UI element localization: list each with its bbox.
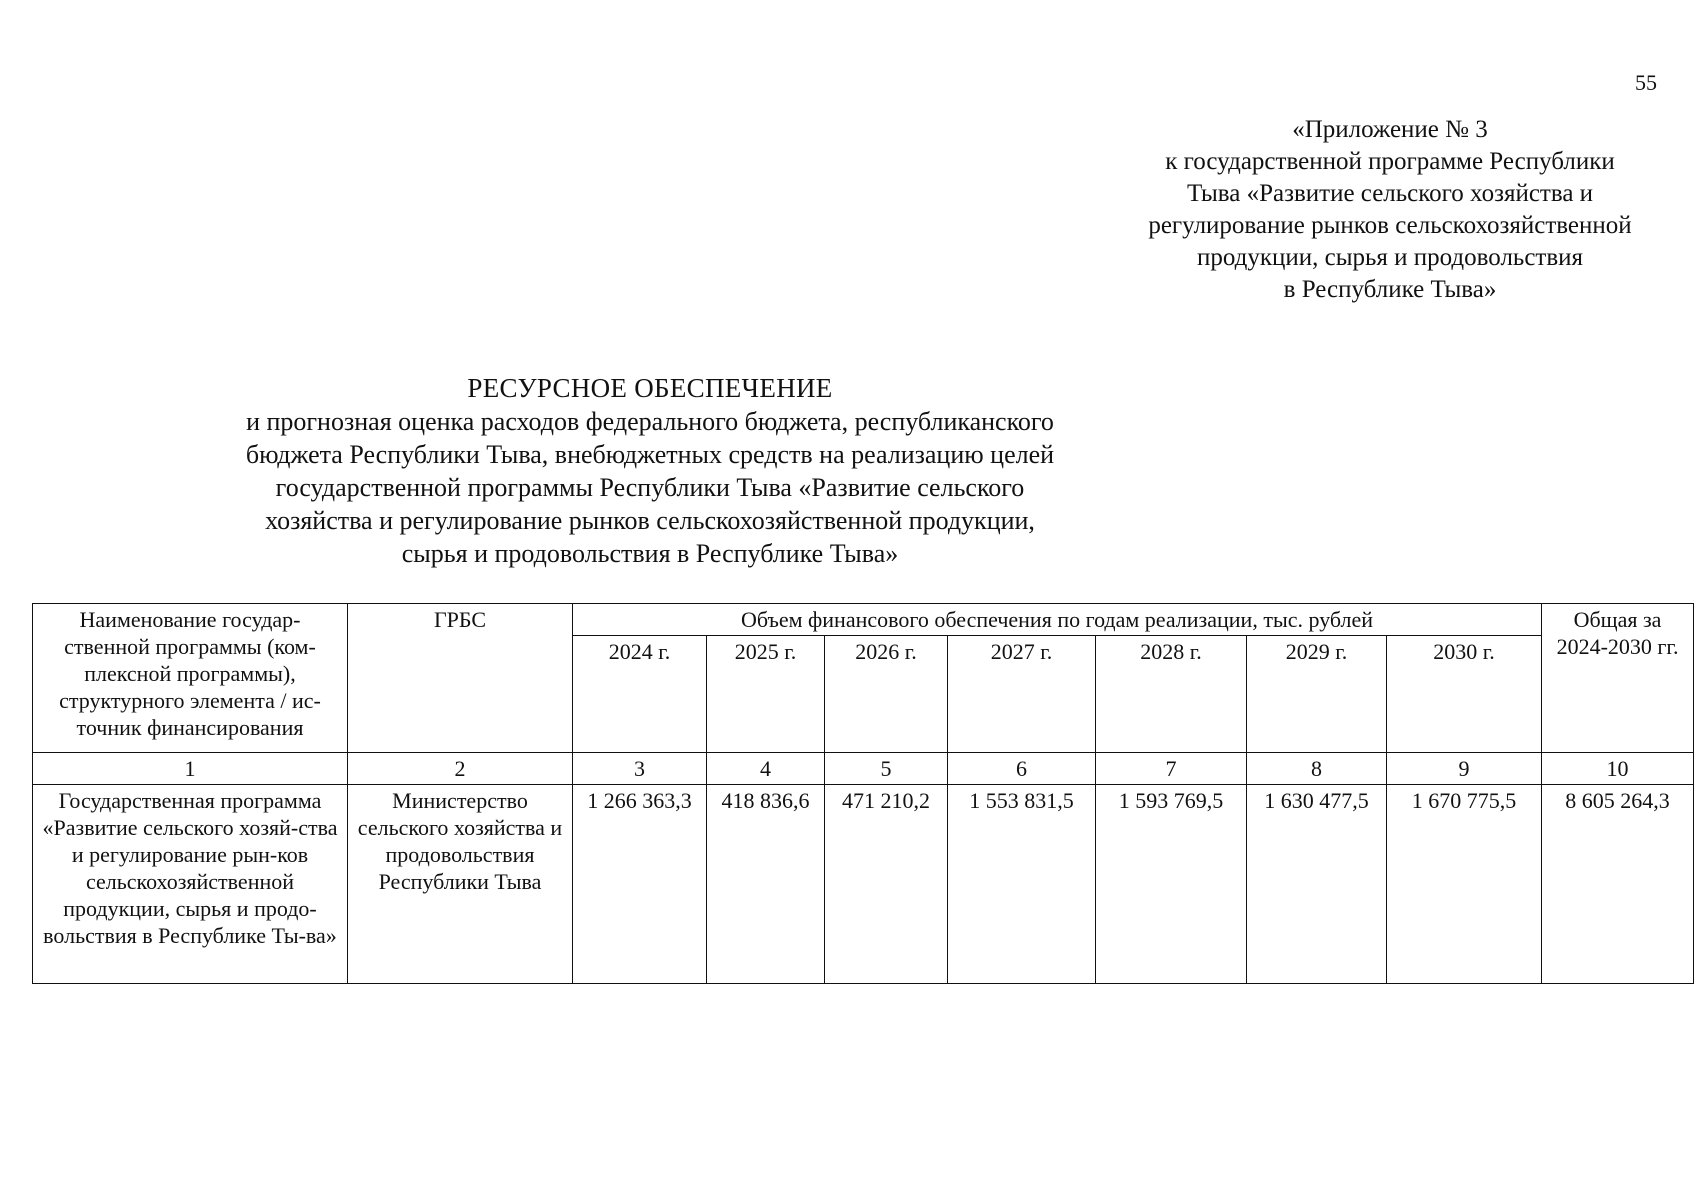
column-number: 10 [1542,753,1694,785]
year-value-cell: 1 630 477,5 [1247,785,1387,984]
column-number: 8 [1247,753,1387,785]
year-value-cell: 418 836,6 [707,785,825,984]
document-title [0,372,1300,570]
appendix-line: продукции, сырья и продовольствия [1196,244,1584,271]
column-numbers-row [33,753,1694,785]
appendix-line: регулирование рынков сельскохозяйственной [1148,212,1632,239]
header-grbs: ГРБС [348,604,573,753]
header-volume: Объем финансового обеспечения по годам реализации, тыс. рублей [573,604,1542,636]
title-line: государственной программы Республики Тыва «Развитие сельского [275,473,1025,502]
table-row [33,785,1694,984]
column-number: 2 [348,753,573,785]
header-year: 2030 г. [1387,636,1542,753]
year-value-cell: 1 266 363,3 [573,785,707,984]
column-number: 6 [948,753,1096,785]
page-number: 55 [1635,70,1657,95]
appendix-line: в Республике Тыва» [1283,276,1497,303]
appendix-block [1090,114,1690,306]
header-year: 2024 г. [573,636,707,753]
header-year: 2028 г. [1096,636,1247,753]
column-number: 4 [707,753,825,785]
title-line: хозяйства и регулирование рынков сельскохозяйственной продукции, [265,506,1035,535]
year-value-cell: 1 670 775,5 [1387,785,1542,984]
column-number: 1 [33,753,348,785]
grbs-cell: Министерство сельского хозяйства и продовольствия Республики Тыва [348,785,573,984]
header-year: 2025 г. [707,636,825,753]
column-number: 9 [1387,753,1542,785]
header-total: Общая за 2024-2030 гг. [1542,604,1694,753]
appendix-line: «Приложение № 3 [1292,116,1488,143]
header-year: 2029 г. [1247,636,1387,753]
column-number: 7 [1096,753,1247,785]
column-number: 3 [573,753,707,785]
appendix-line: к государственной программе Республики [1165,148,1615,175]
program-name-cell: Государственная программа «Развитие сельского хозяй-ства и регулирование рын-ков сельскохозяйственной продукции, сырья и продо-вольствия в Республике Ты-ва» [33,785,348,984]
header-year: 2027 г. [948,636,1096,753]
total-value-cell: 8 605 264,3 [1542,785,1694,984]
header-name: Наименование государ-ственной программы (ком-плексной программы), структурного элемента / ис-точник финансирования [33,604,348,753]
year-value-cell: 471 210,2 [825,785,948,984]
appendix-line: Тыва «Развитие сельского хозяйства и [1186,180,1594,207]
title-line: и прогнозная оценка расходов федерального бюджета, республиканского [246,407,1054,436]
title-line: сырья и продовольствия в Республике Тыва» [401,539,899,568]
column-number: 5 [825,753,948,785]
budget-table [32,603,1694,984]
title-line: бюджета Республики Тыва, внебюджетных средств на реализацию целей [245,440,1055,469]
table-header-row [33,604,1694,636]
year-value-cell: 1 593 769,5 [1096,785,1247,984]
year-value-cell: 1 553 831,5 [948,785,1096,984]
title-heading: РЕСУРСНОЕ ОБЕСПЕЧЕНИЕ [467,373,833,403]
header-year: 2026 г. [825,636,948,753]
